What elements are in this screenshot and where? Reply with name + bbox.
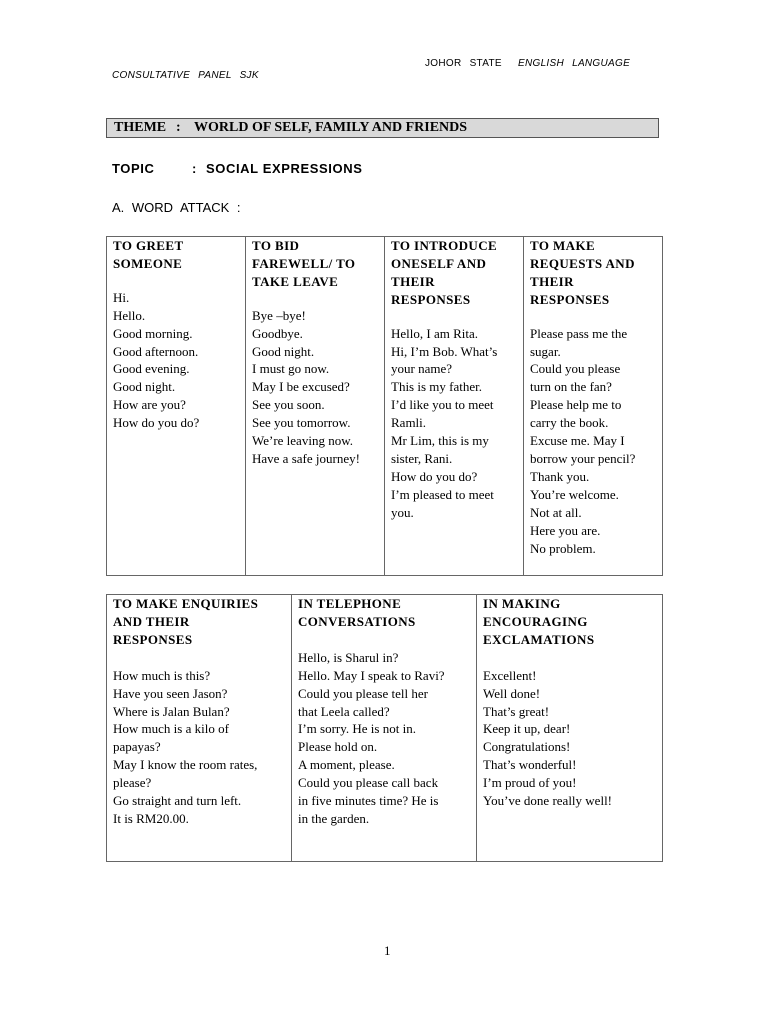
expression-line: I’m sorry. He is not in. [298,721,416,737]
heading-line: CONVERSATIONS [298,613,416,629]
expression-line: Here you are. [530,522,601,538]
column-heading [252,237,380,291]
expression-line: Hello, I am Rita. [391,325,479,341]
expression-line: Excellent! [483,667,537,683]
expression-line: That’s great! [483,703,550,719]
expression-line: Ramli. [391,415,427,431]
expression-line: See you soon. [252,397,325,413]
expression-line: carry the book. [530,415,609,431]
expression-line: You’re welcome. [530,486,619,502]
column-heading [113,237,241,273]
expression-list [113,667,287,828]
theme-value: WORLD OF SELF, FAMILY AND FRIENDS [194,120,468,135]
table-row [107,595,663,862]
topic-label: TOPIC [112,161,155,176]
expression-line: borrow your pencil? [530,450,636,466]
table-row [107,237,663,576]
expression-line: you. [391,504,414,520]
expression-line: Hello. May I speak to Ravi? [298,667,445,683]
heading-line: RESPONSES [113,631,193,647]
expression-line: papayas? [113,739,161,755]
heading-line: TO BID [252,238,300,253]
expression-line: Bye –bye! [252,307,306,323]
expression-line: You’ve done really well! [483,793,613,809]
topic-separator: : [192,161,197,176]
heading-line: TO INTRODUCE [391,238,498,253]
expression-line: Please help me to [530,397,622,413]
expression-list [252,307,380,468]
expression-line: Go straight and turn left. [113,793,242,809]
heading-line: THEIR [530,273,574,289]
heading-line: TO GREET [113,238,184,253]
expression-line: Please hold on. [298,739,378,755]
expression-line: How much is a kilo of [113,721,229,737]
expression-line: That’s wonderful! [483,757,577,773]
heading-line: IN TELEPHONE [298,596,402,611]
expression-line: This is my father. [391,379,482,395]
theme-label: THEME [114,120,167,135]
expression-line: How do you do? [113,415,200,431]
expression-line: How do you do? [391,468,478,484]
expression-list [530,325,658,558]
expression-line: A moment, please. [298,757,395,773]
expression-line: May I be excused? [252,379,350,395]
table-cell [292,595,477,862]
heading-line: REQUESTS AND [530,255,635,271]
table-cell [477,595,663,862]
expression-line: your name? [391,361,453,377]
heading-line: IN MAKING [483,596,561,611]
heading-line: RESPONSES [530,291,610,307]
page-header-line1 [425,58,630,69]
expression-line: Congratulations! [483,739,571,755]
expression-line: Hi, I’m Bob. What’s [391,343,498,359]
expression-line: Where is Jalan Bulan? [113,703,230,719]
expression-line: Hi. [113,289,130,305]
heading-line: TO MAKE [530,238,596,253]
expression-line: Excuse me. May I [530,433,625,449]
expression-line: May I know the room rates, [113,757,258,773]
section-heading: A. WORD ATTACK : [112,200,241,215]
expression-line: Good afternoon. [113,343,199,359]
expression-line: See you tomorrow. [252,415,351,431]
table-cell [107,595,292,862]
expression-line: How much is this? [113,667,211,683]
expression-line: Hello, is Sharul in? [298,649,399,665]
expression-list [298,649,472,828]
expression-line: We’re leaving now. [252,433,353,449]
expression-line: Not at all. [530,504,582,520]
expression-line: Keep it up, dear! [483,721,571,737]
expression-line: Have you seen Jason? [113,685,228,701]
expressions-table-1 [106,236,663,576]
column-heading [391,237,519,309]
expression-line: It is RM20.00. [113,810,189,826]
heading-line: ONESELF AND [391,255,487,271]
heading-line: FAREWELL/ TO [252,255,356,271]
heading-line: ENCOURAGING [483,613,588,629]
heading-line: THEIR [391,273,435,289]
expression-line: Mr Lim, this is my [391,433,489,449]
heading-line: EXCLAMATIONS [483,631,595,647]
topic-line [112,161,363,176]
expression-list [113,289,241,432]
expression-line: I must go now. [252,361,330,377]
expression-line: I’m proud of you! [483,775,577,791]
theme-separator: : [176,120,181,135]
table-cell [107,237,246,576]
expression-line: Good morning. [113,325,193,341]
expression-line: Good evening. [113,361,190,377]
expression-line: in five minutes time? He is [298,793,439,809]
column-heading [530,237,658,309]
expression-list [483,667,658,810]
expression-line: Have a safe journey! [252,450,360,466]
heading-line: TAKE LEAVE [252,273,339,289]
table-cell [385,237,524,576]
expression-line: Could you please tell her [298,685,428,701]
expression-line: Good night. [252,343,315,359]
expression-line: How are you? [113,397,186,413]
expression-line: sister, Rani. [391,450,453,466]
heading-line: AND THEIR [113,613,190,629]
expression-line: in the garden. [298,810,370,826]
expression-line: Thank you. [530,468,590,484]
expression-line: Could you please call back [298,775,439,791]
page-header-line2: CONSULTATIVE PANEL SJK [112,70,259,81]
expression-line: Could you please [530,361,621,377]
heading-line: SOMEONE [113,255,183,271]
expression-line: Please pass me the [530,325,628,341]
table-cell [246,237,385,576]
expression-line: Good night. [113,379,176,395]
expression-line: No problem. [530,540,596,556]
topic-value: SOCIAL EXPRESSIONS [206,161,363,176]
expression-line: Hello. [113,307,146,323]
heading-line: RESPONSES [391,291,471,307]
column-heading [113,595,287,649]
expression-line: sugar. [530,343,561,359]
page-number: 1 [384,943,391,958]
expression-line: Goodbye. [252,325,303,341]
expression-line: I’d like you to meet [391,397,494,413]
theme-banner [106,118,659,138]
expression-line: that Leela called? [298,703,390,719]
expression-line: Well done! [483,685,541,701]
expressions-table-2 [106,594,663,862]
expression-line: I’m pleased to meet [391,486,494,502]
heading-line: TO MAKE ENQUIRIES [113,596,259,611]
column-heading [483,595,658,649]
header-subject: ENGLISH LANGUAGE [518,58,631,69]
expression-line: please? [113,775,152,791]
expression-line: turn on the fan? [530,379,612,395]
expression-list [391,325,519,522]
column-heading [298,595,472,631]
table-cell [524,237,663,576]
header-state: JOHOR STATE [425,58,502,69]
